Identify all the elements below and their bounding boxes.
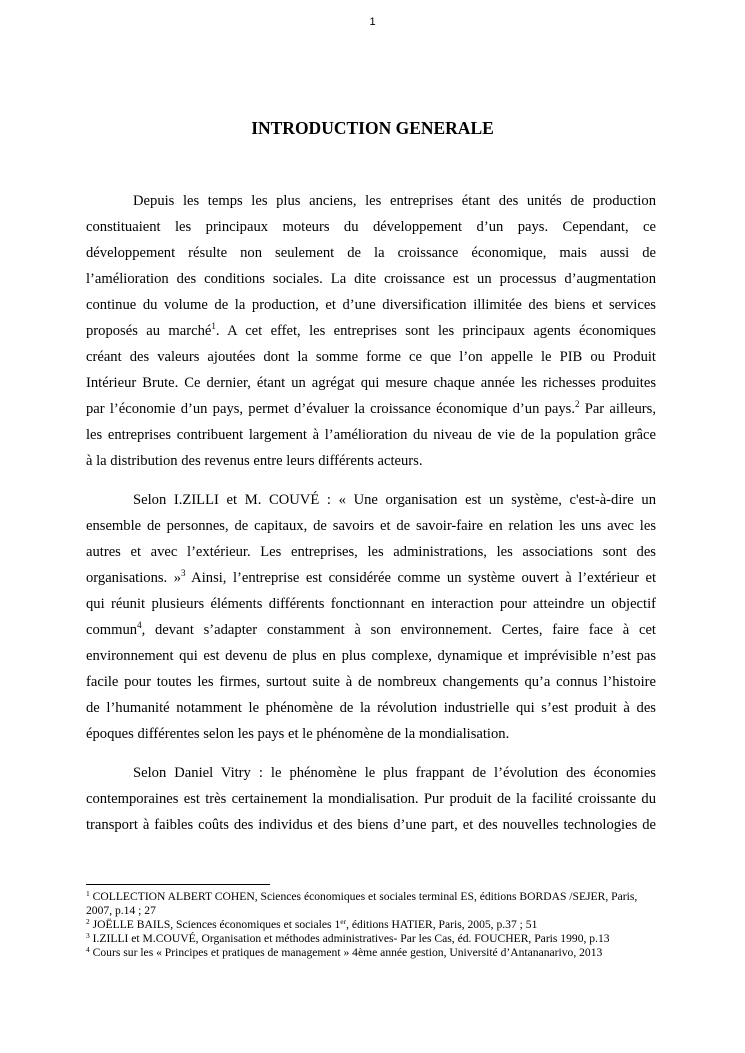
line-text: commun bbox=[86, 622, 138, 638]
line-text: . A cet effet, les entreprises sont les principaux agents économiques bbox=[215, 323, 656, 339]
text-line bbox=[86, 422, 656, 448]
line-text: l’amélioration des conditions sociales. La dite croissance est un processus d’augmentation bbox=[86, 271, 656, 287]
line-text: Depuis les temps les plus anciens, les entreprises étant des unités de production bbox=[133, 193, 656, 209]
line-text: à la distribution des revenus entre leurs différents acteurs. bbox=[86, 453, 423, 469]
line-text: Par ailleurs, bbox=[579, 401, 656, 417]
text-line bbox=[86, 617, 656, 643]
text-line bbox=[86, 721, 656, 747]
footnote bbox=[86, 932, 661, 946]
text-line bbox=[86, 669, 656, 695]
line-text: organisations. » bbox=[86, 570, 181, 586]
line-text: constituaient les principaux moteurs du développement d’un pays. Cependant, ce bbox=[86, 219, 656, 235]
footnote-number: 3 bbox=[86, 931, 90, 940]
line-text: par l’économie d’un pays, permet d’évaluer la croissance économique d’un pays. bbox=[86, 401, 575, 417]
line-text: environnement qui est devenu de plus en plus complexe, dynamique et imprévisible n’est pas bbox=[86, 648, 656, 664]
paragraph bbox=[86, 188, 656, 474]
footnote-text: I.ZILLI et M.COUVÉ, Organisation et méthodes administratives- Par les Cas, éd. FOUCHER, Paris 1990, p.13 bbox=[92, 932, 610, 945]
line-text: Selon Daniel Vitry : le phénomène le plus frappant de l’évolution des économies bbox=[133, 765, 656, 781]
text-line bbox=[86, 695, 656, 721]
line-text: Intérieur Brute. Ce dernier, étant un agrégat qui mesure chaque année les richesses produites bbox=[86, 375, 656, 391]
text-line bbox=[86, 812, 656, 838]
line-text: proposés au marché bbox=[86, 323, 212, 339]
page-number: 1 bbox=[369, 16, 376, 28]
line-text: qui réunit plusieurs éléments différents fonctionnant en interaction pour atteindre un objectif bbox=[86, 596, 656, 612]
footnote-ref: 4 bbox=[137, 620, 142, 630]
footnote-ref: 2 bbox=[575, 399, 580, 409]
text-line bbox=[86, 786, 656, 812]
line-text: , devant s’adapter constamment à son environnement. Certes, faire face à cet bbox=[141, 622, 656, 638]
text-line bbox=[86, 266, 656, 292]
line-text: transport à faibles coûts des individus et des biens d’une part, et des nouvelles technologies de bbox=[86, 817, 656, 833]
footnote-ref: 1 bbox=[211, 321, 216, 331]
paragraph bbox=[86, 487, 656, 747]
body-text bbox=[86, 188, 656, 851]
text-line bbox=[86, 448, 656, 474]
footnote bbox=[86, 890, 661, 918]
text-line bbox=[86, 318, 656, 344]
line-text: les entreprises contribuent largement à l’amélioration du niveau de vie de la population grâce bbox=[86, 427, 656, 443]
line-text: continue du volume de la production, et d’une diversification illimitée des biens et services bbox=[86, 297, 656, 313]
line-text: de l’humanité notamment le phénomène de la révolution industrielle qui s’est produit à des bbox=[86, 700, 656, 716]
footnote-number: 2 bbox=[86, 917, 90, 926]
paragraph bbox=[86, 760, 656, 838]
text-line bbox=[86, 487, 656, 513]
line-text: facile pour toutes les firmes, surtout suite à de nombreux changements qu’a connus l’histoire bbox=[86, 674, 656, 690]
line-text: Ainsi, l’entreprise est considérée comme un système ouvert à l’extérieur et bbox=[185, 570, 657, 586]
line-text: époques différentes selon les pays et le phénomène de la mondialisation. bbox=[86, 726, 510, 742]
page-title: INTRODUCTION GENERALE bbox=[251, 118, 494, 138]
footnotes bbox=[86, 890, 661, 960]
text-line bbox=[86, 396, 656, 422]
text-line bbox=[86, 539, 656, 565]
footnote bbox=[86, 918, 661, 932]
line-text: développement résulte non seulement de la croissance économique, mais aussi de bbox=[86, 245, 656, 261]
footnote-number: 1 bbox=[86, 889, 90, 898]
footnote-text: COLLECTION ALBERT COHEN, Sciences économiques et sociales terminal ES, éditions BORDAS /SEJER, Paris, 2007, p.14 ; 27 bbox=[86, 890, 638, 917]
footnote-text: , éditions HATIER, Paris, 2005, p.37 ; 51 bbox=[346, 918, 538, 931]
text-line bbox=[86, 188, 656, 214]
line-text: autres et avec l’extérieur. Les entreprises, les administrations, les associations sont des bbox=[86, 544, 656, 560]
text-line bbox=[86, 591, 656, 617]
footnote-text: Cours sur les « Principes et pratiques de management » 4ème année gestion, Université d’Antananarivo, 2013 bbox=[92, 946, 603, 959]
footnote-number: 4 bbox=[86, 945, 90, 954]
text-line bbox=[86, 240, 656, 266]
footnote bbox=[86, 946, 661, 960]
text-line bbox=[86, 513, 656, 539]
text-line bbox=[86, 760, 656, 786]
line-text: créant des valeurs ajoutées dont la somme forme ce que l’on appelle le PIB ou Produit bbox=[86, 349, 656, 365]
footnote-ref: 3 bbox=[181, 568, 186, 578]
text-line bbox=[86, 292, 656, 318]
text-line bbox=[86, 565, 656, 591]
text-line bbox=[86, 214, 656, 240]
line-text: contemporaines est très certainement la mondialisation. Pur produit de la facilité croissante du bbox=[86, 791, 656, 807]
line-text: ensemble de personnes, de capitaux, de savoirs et de savoir-faire en relation les uns avec les bbox=[86, 518, 656, 534]
text-line bbox=[86, 370, 656, 396]
line-text: Selon I.ZILLI et M. COUVÉ : « Une organisation est un système, c'est-à-dire un bbox=[133, 492, 656, 508]
footnote-separator bbox=[86, 884, 270, 885]
text-line bbox=[86, 344, 656, 370]
superscript: er bbox=[340, 917, 347, 926]
footnote-text: JOËLLE BAILS, Sciences économiques et sociales 1 bbox=[92, 918, 341, 931]
text-line bbox=[86, 643, 656, 669]
